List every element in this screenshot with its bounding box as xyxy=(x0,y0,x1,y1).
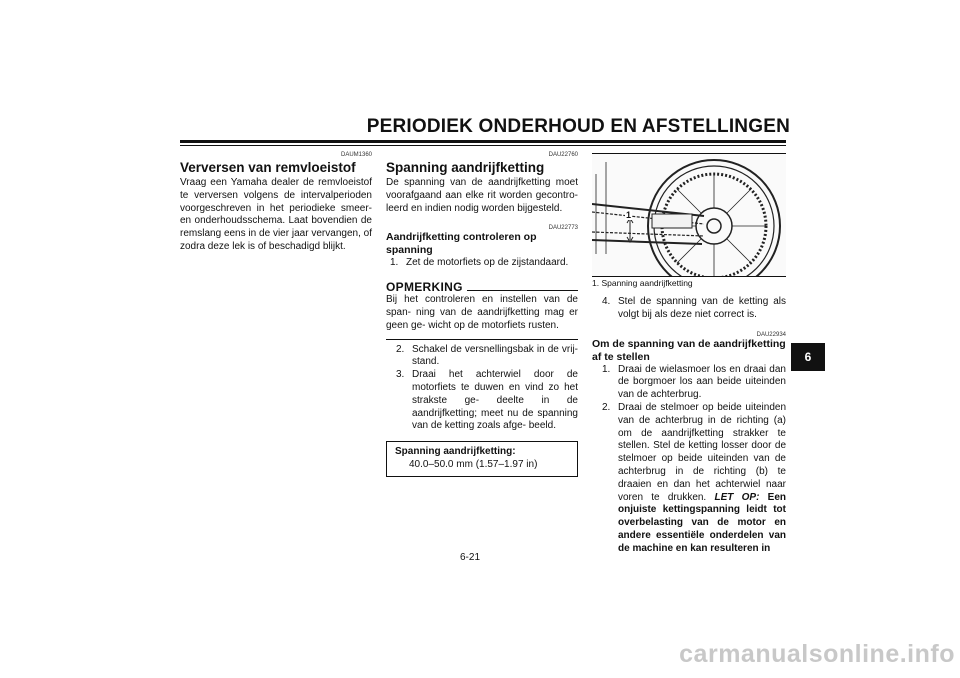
header-rule-thick xyxy=(180,140,786,143)
note-block xyxy=(386,280,578,339)
page-header-title: PERIODIEK ONDERHOUD EN AFSTELLINGEN xyxy=(366,116,790,137)
figure-caption: 1. Spanning aandrijfketting xyxy=(592,278,693,288)
note-body: Bij het controleren en instellen van de span- ning van de aandrijfketting mag er geen ge- wicht op de motorfiets rusten. xyxy=(386,294,578,331)
step-text: Draai de stelmoer op beide uiteinden van de achterbrug in de richting (a) om de aandrijfketting strakker te stellen. Stel de ketting losser door de stelmoer op beide uiteinden van de achterbrug in de richting (b) te draaien en dan het achterwiel naar voren te drukken. xyxy=(618,401,786,503)
adjust-step-1 xyxy=(602,364,786,402)
section-title: Spanning aandrijfketting xyxy=(386,160,545,175)
adjust-step-2 xyxy=(602,402,786,556)
chapter-tab: 6 xyxy=(791,343,825,371)
header-rule-thin xyxy=(180,145,786,146)
caution-text: Een onjuiste kettingspanning leidt tot overbelasting van de motor en andere essentiële onderdelen van de machine en kan resulteren in xyxy=(618,491,787,554)
step-number: 4. xyxy=(602,296,611,307)
step-text: Stel de spanning van de ketting als volgt bij als deze niet correct is. xyxy=(618,296,786,320)
step-text: Schakel de versnellingsbak in de vrij- stand. xyxy=(412,343,578,368)
step-number: 1. xyxy=(390,257,399,269)
chain-illustration xyxy=(592,154,786,276)
spec-box xyxy=(386,441,578,477)
step-2 xyxy=(396,344,578,370)
page-number: 6-21 xyxy=(459,552,480,563)
step-number: 1. xyxy=(602,363,611,375)
left-column xyxy=(180,152,372,254)
step-number: 2. xyxy=(396,343,405,355)
subsection-title: Aandrijfketting controleren op spanning xyxy=(386,231,537,257)
note-end-rule xyxy=(386,339,578,340)
subsection-code: DAU22773 xyxy=(548,225,578,232)
subsection-title: Om de spanning van de aandrijfketting af te stellen xyxy=(592,337,786,363)
step-3 xyxy=(396,369,578,433)
right-column xyxy=(592,278,786,556)
step-1 xyxy=(390,257,578,270)
spec-value: 40.0–50.0 mm (1.57–1.97 in) xyxy=(409,458,538,470)
caution-label: LET OP: xyxy=(714,491,760,503)
section-title: Verversen van remvloeistof xyxy=(180,160,356,175)
watermark: carmanualsonline.info xyxy=(679,640,955,668)
step-text: Draai het achterwiel door de motorfiets te duwen en vind zo het strakste ge- deelte in de aandrijfketting; meet nu de spanning van de ketting zoals afge- beeld. xyxy=(412,369,578,432)
step-number: 2. xyxy=(602,401,611,413)
middle-column xyxy=(386,152,578,477)
spec-label: Spanning aandrijfketting: xyxy=(395,446,516,458)
chain-graphic xyxy=(592,162,704,254)
section-body: Vraag een Yamaha dealer de remvloeistof te verversen volgens de intervalperioden voorgeschreven in het periodieke smeer- en onderhoudsschema. Laat bovendien de remslang eens in de vier jaar vervangen, of zodra deze lek is of beschadigd blijkt. xyxy=(180,177,372,252)
step-text: Zet de motorfiets op de zijstandaard. xyxy=(406,257,569,269)
note-rule xyxy=(467,290,578,291)
note-title: OPMERKING xyxy=(386,280,463,295)
step-4 xyxy=(602,296,786,322)
figure-callout-label: 1 xyxy=(626,210,632,220)
step-text: Draai de wielasmoer los en draai dan de borgmoer los aan beide uiteinden van de achterbrug. xyxy=(618,363,786,401)
section-intro: De spanning van de aandrijfketting moet voorafgaand aan elke rit worden gecontro- leerd en indien nodig worden bijgesteld. xyxy=(386,177,578,214)
chain-figure xyxy=(592,153,786,277)
section-code: DAUM1360 xyxy=(340,152,372,158)
step-number: 3. xyxy=(396,369,405,381)
section-code: DAU22760 xyxy=(548,152,578,158)
subsection-code: DAU22934 xyxy=(756,331,786,338)
